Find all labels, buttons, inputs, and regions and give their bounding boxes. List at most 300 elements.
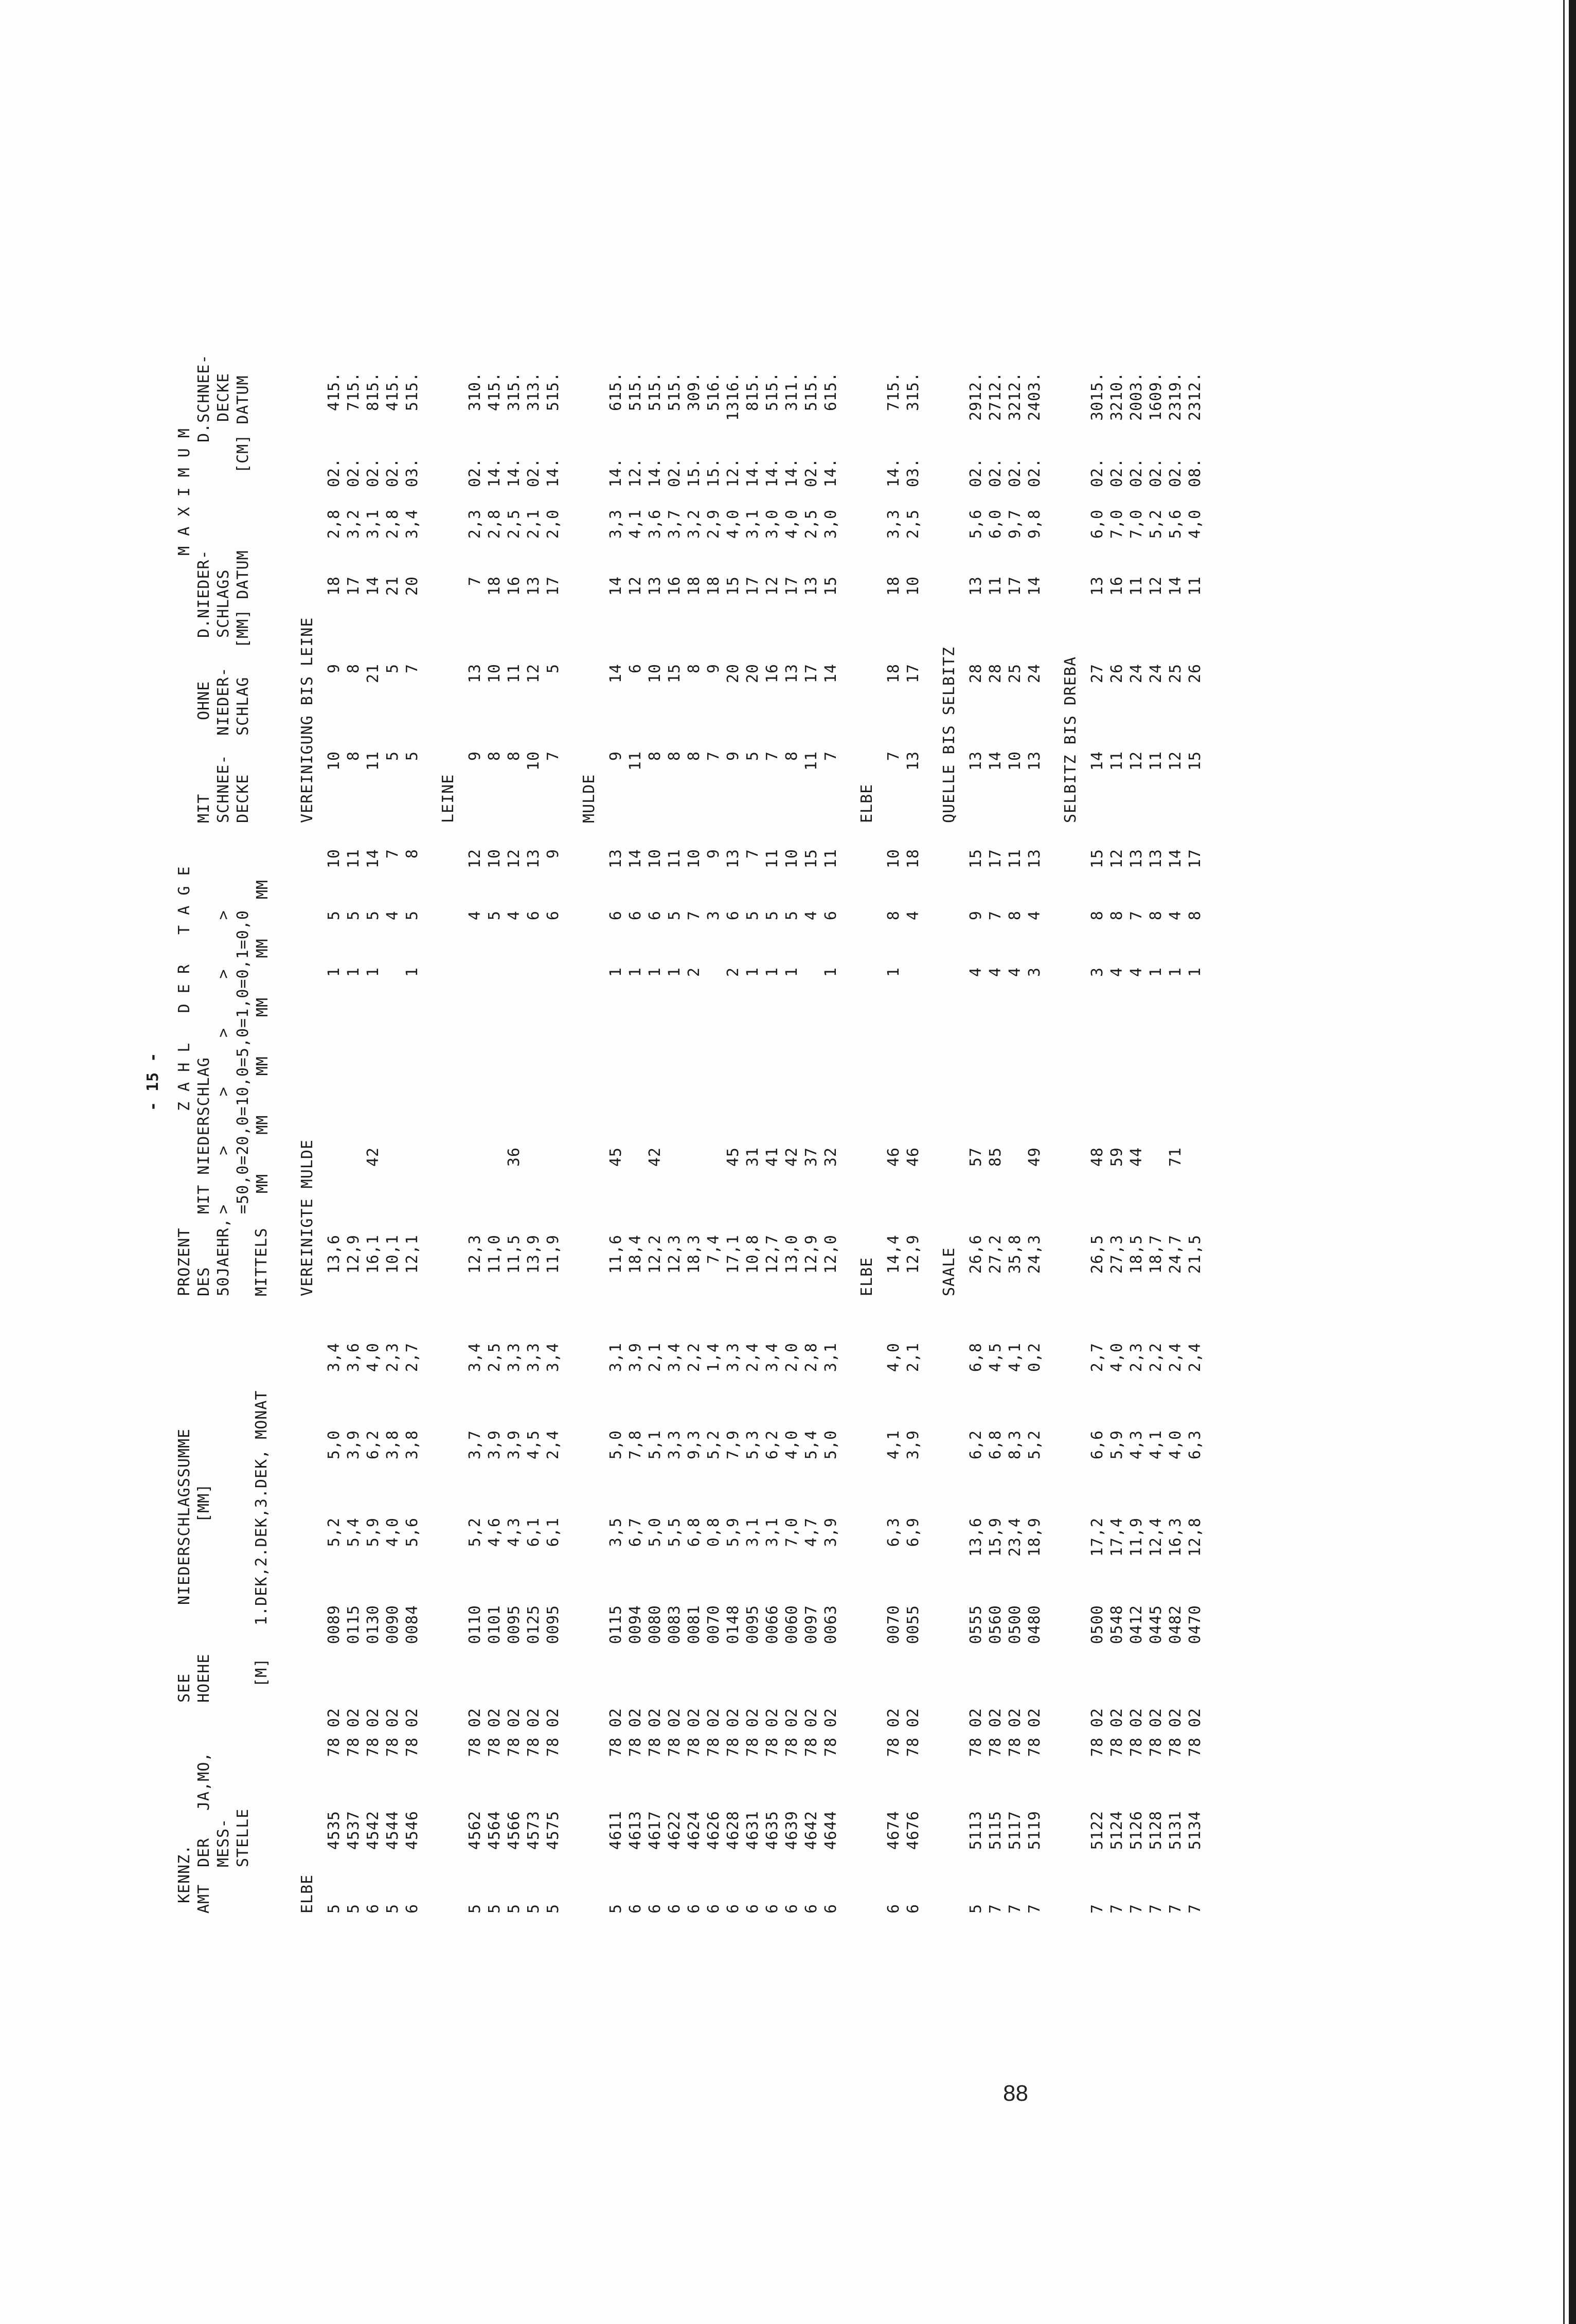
table-cell — [344, 1080, 363, 1147]
table-cell: 10 — [325, 751, 343, 771]
table-cell: 1 — [763, 967, 781, 977]
table-cell: 6 — [724, 910, 742, 921]
table-cell: 2,3 — [1127, 1343, 1145, 1372]
table-cell: 11 — [1186, 576, 1204, 596]
table-cell: 12,3 — [465, 1235, 484, 1274]
table-cell: 2,5 — [485, 1343, 504, 1372]
table-cell: 8 — [665, 751, 684, 761]
table-cell — [524, 1147, 543, 1235]
table-cell: 14 — [986, 751, 1005, 771]
table-cell: 27,2 — [986, 1235, 1005, 1274]
table-cell: 3,1 — [821, 1343, 840, 1372]
table-cell: 5 — [325, 910, 343, 921]
table-cell: 3,6 — [646, 509, 664, 539]
table-cell: 13 — [524, 849, 543, 869]
table-row — [465, 372, 485, 1914]
header-thresholds: =50,0=20,0=10,0=5,0=1,0=0,1=0,0 — [234, 910, 252, 1214]
table-cell: 14 — [1025, 576, 1044, 596]
table-cell: 12 — [505, 849, 523, 869]
table-cell: 13,9 — [524, 1235, 543, 1274]
table-cell: 5 — [403, 751, 421, 761]
table-cell — [504, 967, 524, 1024]
table-cell: 18 — [325, 576, 343, 596]
table-cell: 78 02 — [821, 1708, 840, 1757]
table-cell: 7 — [1006, 1903, 1024, 1914]
table-cell: 6,1 — [524, 1517, 543, 1547]
table-cell: 4,3 — [505, 1517, 523, 1547]
table-cell: 4,1 — [626, 509, 644, 539]
table-cell: 6 — [364, 1903, 382, 1914]
table-cell: 6 — [743, 1903, 762, 1914]
table-cell: 10 — [485, 664, 504, 684]
table-cell: 2,4 — [1186, 1343, 1204, 1372]
table-cell: 3,4 — [403, 509, 421, 539]
table-cell: 02. — [1107, 458, 1126, 488]
table-cell — [625, 1024, 645, 1080]
table-cell — [504, 1080, 524, 1147]
table-cell: 12 — [1166, 751, 1185, 771]
table-cell — [485, 1080, 504, 1147]
table-cell — [543, 1080, 563, 1147]
table-cell — [1146, 1080, 1166, 1147]
table-cell: 3,9 — [626, 1343, 644, 1372]
table-cell: 5,3 — [743, 1430, 762, 1460]
table-row — [684, 372, 704, 1914]
header-decke: DECKE — [234, 774, 252, 823]
table-cell: 13 — [524, 576, 543, 596]
table-cell: 4,7 — [802, 1517, 820, 1547]
table-cell — [363, 1024, 383, 1080]
table-cell: 0055 — [904, 1605, 922, 1644]
table-cell: 35,8 — [1006, 1235, 1024, 1274]
table-cell: 2,8 — [383, 509, 402, 539]
table-cell: 14. — [606, 458, 625, 488]
table-cell: 42 — [364, 1147, 382, 1167]
table-cell: 0095 — [743, 1605, 762, 1644]
table-cell — [762, 1024, 782, 1080]
table-cell: 3 — [465, 401, 484, 412]
table-cell: 15. — [704, 458, 723, 488]
table-cell: 5,6 — [1166, 509, 1185, 539]
table-cell: 13,0 — [782, 1235, 801, 1274]
table-cell: 14. — [646, 458, 664, 488]
table-cell: 3,2 — [344, 509, 363, 539]
table-cell: 8,3 — [1006, 1430, 1024, 1460]
table-cell: 0081 — [685, 1605, 703, 1644]
table-cell: 15 — [802, 849, 820, 869]
table-cell: 4,0 — [782, 1430, 801, 1460]
table-cell: 15. — [325, 371, 343, 401]
table-cell — [903, 967, 923, 1024]
section-label-left: ELBE — [298, 1874, 316, 1914]
table-row — [723, 372, 743, 1914]
table-cell: 6 — [646, 1903, 664, 1914]
table-cell: 13 — [904, 751, 922, 771]
table-cell: 10 — [325, 849, 343, 869]
header-kennz: KENNZ. — [175, 1844, 193, 1903]
table-cell: 7 — [1127, 910, 1145, 921]
table-cell: 2,5 — [802, 509, 820, 539]
table-cell: 78 02 — [606, 1708, 625, 1757]
table-cell: 57 — [966, 1147, 985, 1167]
table-cell: 0101 — [485, 1605, 504, 1644]
table-cell: 12,3 — [665, 1235, 684, 1274]
table-cell: 02. — [344, 458, 363, 488]
table-cell: 5 — [743, 751, 762, 761]
table-cell — [684, 1024, 704, 1080]
table-cell — [1087, 1024, 1107, 1080]
table-cell: 17 — [904, 664, 922, 684]
table-cell: 02. — [1166, 458, 1185, 488]
table-cell: 2,0 — [782, 1343, 801, 1372]
table-cell: 78 02 — [1107, 1708, 1126, 1757]
table-cell: 18 — [884, 664, 903, 684]
table-row — [1146, 372, 1166, 1914]
table-cell: 5,4 — [344, 1517, 363, 1547]
table-cell: 0066 — [763, 1605, 781, 1644]
table-cell — [645, 1024, 665, 1080]
table-cell: 17,2 — [1088, 1517, 1106, 1557]
table-cell: 7 — [544, 751, 562, 761]
table-cell — [324, 1024, 344, 1080]
table-cell: 23 — [1166, 401, 1185, 421]
table-cell: 3,4 — [665, 1343, 684, 1372]
table-cell — [524, 1024, 543, 1080]
table-cell: 78 02 — [1025, 1708, 1044, 1757]
table-cell: 15. — [665, 371, 684, 401]
table-cell: 10 — [904, 576, 922, 596]
table-cell — [1185, 1024, 1205, 1080]
table-cell: 5 — [485, 1903, 504, 1914]
table-cell: 18 — [884, 576, 903, 596]
table-cell: 0148 — [724, 1605, 742, 1644]
table-cell: 15. — [763, 371, 781, 401]
table-cell: 6 — [763, 1903, 781, 1914]
table-cell: 12,9 — [802, 1235, 820, 1274]
table-cell: 7,9 — [724, 1430, 742, 1460]
table-cell: 4537 — [344, 1811, 363, 1850]
table-cell: 5,2 — [704, 1430, 723, 1460]
table-cell — [1185, 1080, 1205, 1147]
table-cell: 9 — [325, 664, 343, 674]
table-cell: 8 — [782, 751, 801, 761]
table-cell — [1146, 1024, 1166, 1080]
table-cell — [884, 1024, 903, 1080]
table-cell: 13 — [966, 576, 985, 596]
table-cell — [465, 1147, 485, 1235]
table-cell: 14. — [782, 458, 801, 488]
table-cell: 78 02 — [665, 1708, 684, 1757]
table-row — [524, 372, 543, 1914]
table-row — [402, 372, 422, 1914]
table-cell: 5 — [966, 1903, 985, 1914]
table-cell: 13 — [465, 664, 484, 684]
table-cell — [665, 1147, 684, 1235]
table-cell: 78 02 — [724, 1708, 742, 1757]
table-cell: 2,4 — [743, 1343, 762, 1372]
table-cell — [645, 1080, 665, 1147]
table-cell: 5 — [325, 1903, 343, 1914]
table-cell: 7 — [1127, 1903, 1145, 1914]
table-cell: 15. — [685, 458, 703, 488]
table-cell: 4 — [485, 401, 504, 412]
section-label-right: ELBE — [858, 783, 876, 823]
table-cell — [524, 967, 543, 1024]
table-cell: 4,5 — [986, 1343, 1005, 1372]
table-cell: 0084 — [403, 1605, 421, 1644]
table-cell: 6,2 — [763, 1430, 781, 1460]
table-cell — [782, 1024, 801, 1080]
table-cell: 16,1 — [364, 1235, 382, 1274]
table-cell: 24 — [1127, 664, 1145, 684]
table-cell: 02. — [325, 458, 343, 488]
table-cell: 15. — [606, 371, 625, 401]
table-cell: 4,1 — [884, 1430, 903, 1460]
table-cell: 3,4 — [763, 1343, 781, 1372]
table-cell: 3 — [704, 910, 723, 921]
header-maximum: M A X I M U M — [175, 428, 193, 556]
table-cell: 5,2 — [325, 1517, 343, 1547]
table-cell: 4,0 — [782, 509, 801, 539]
table-cell: 02. — [524, 458, 543, 488]
table-cell — [1107, 1080, 1126, 1147]
table-row — [625, 372, 645, 1914]
table-cell: 7 — [403, 664, 421, 674]
table-cell: 4 — [1107, 967, 1126, 977]
header-gt: > > > > > > — [214, 910, 232, 1214]
table-cell: 23,4 — [1006, 1517, 1024, 1557]
table-cell: 11 — [344, 849, 363, 869]
table-cell: 5,2 — [1147, 509, 1165, 539]
table-cell: 5 — [383, 664, 402, 674]
header-nsumme: NIEDERSCHLAGSSUMME — [175, 1428, 193, 1605]
table-cell — [1146, 1147, 1166, 1235]
table-cell: 10. — [465, 371, 484, 401]
table-cell: 85 — [986, 1147, 1005, 1167]
table-cell: 20 — [724, 664, 742, 684]
table-cell: 13 — [1025, 849, 1044, 869]
table-cell: 78 02 — [465, 1708, 484, 1757]
table-cell: 11 — [1107, 751, 1126, 771]
header-schlag: SCHLAG — [234, 676, 252, 736]
table-cell: 0110 — [465, 1605, 484, 1644]
table-cell: 24 — [1025, 401, 1044, 421]
table-cell: 7 — [743, 849, 762, 859]
table-cell — [762, 1080, 782, 1147]
table-cell: 1 — [1147, 967, 1165, 977]
table-row — [363, 372, 383, 1914]
table-cell: 6 — [782, 1903, 801, 1914]
table-cell: 4544 — [383, 1811, 402, 1850]
table-cell: 3,7 — [665, 509, 684, 539]
table-cell: 3 — [782, 401, 801, 412]
table-cell: 78 02 — [1147, 1708, 1165, 1757]
header-schlags: SCHLAGS — [214, 569, 232, 638]
table-cell: 42 — [782, 1147, 801, 1167]
table-cell: 9 — [465, 751, 484, 761]
table-row — [1126, 372, 1146, 1914]
table-cell: 6 — [904, 1903, 922, 1914]
table-cell: 0470 — [1186, 1605, 1204, 1644]
table-cell — [543, 1147, 563, 1235]
table-cell — [1005, 1147, 1025, 1235]
table-cell: 24,3 — [1025, 1235, 1044, 1274]
table-cell: 5 — [743, 910, 762, 921]
table-cell: 1 — [884, 967, 903, 977]
table-row — [903, 372, 923, 1914]
section-label-middle: SAALE — [940, 1247, 958, 1296]
header-ohne: OHNE — [195, 681, 213, 720]
table-cell: 1,4 — [704, 1343, 723, 1372]
table-cell: 24 — [1147, 664, 1165, 684]
header-decke2: DECKE — [214, 372, 232, 422]
table-cell: 7,4 — [704, 1235, 723, 1264]
table-cell: 0083 — [665, 1605, 684, 1644]
table-cell: 5 — [403, 401, 421, 412]
table-cell: 71 — [1166, 1147, 1185, 1167]
table-cell: 14. — [884, 458, 903, 488]
table-cell: 5 — [364, 910, 382, 921]
table-cell: 0070 — [704, 1605, 723, 1644]
table-cell — [465, 1024, 485, 1080]
table-cell — [383, 1024, 402, 1080]
table-cell: 78 02 — [1088, 1708, 1106, 1757]
table-cell: 7,0 — [1127, 509, 1145, 539]
table-cell: 5,9 — [1107, 1430, 1126, 1460]
table-cell: 16 — [505, 576, 523, 596]
table-cell — [782, 1080, 801, 1147]
table-row — [344, 372, 363, 1914]
table-cell: 17,1 — [724, 1235, 742, 1274]
table-cell: 6 — [606, 910, 625, 921]
table-cell: 41 — [763, 1147, 781, 1167]
table-cell — [704, 967, 723, 1024]
table-row — [762, 372, 782, 1914]
table-cell: 6,0 — [986, 509, 1005, 539]
table-cell: 6,3 — [884, 1517, 903, 1547]
table-cell: 37 — [802, 1147, 820, 1167]
table-cell: 26 — [1107, 664, 1126, 684]
table-cell: 6 — [665, 1903, 684, 1914]
header-mitniederschlag: MIT NIEDERSCHLAG — [195, 1057, 213, 1214]
table-cell: 4626 — [704, 1811, 723, 1850]
table-cell: 15. — [743, 371, 762, 401]
table-row — [504, 372, 524, 1914]
table-cell: 9 — [606, 751, 625, 761]
table-cell: 4617 — [646, 1811, 664, 1850]
table-cell: 14. — [821, 458, 840, 488]
table-cell — [1126, 1080, 1146, 1147]
table-cell: 4575 — [544, 1811, 562, 1850]
table-cell: 32 — [1107, 401, 1126, 421]
table-cell: 8 — [1088, 910, 1106, 921]
table-cell: 5,0 — [821, 1430, 840, 1460]
table-cell: 8 — [344, 664, 363, 674]
table-cell: 78 02 — [646, 1708, 664, 1757]
header-dnieder: D.NIEDER- — [195, 549, 213, 638]
table-cell: 4,1 — [1006, 1343, 1024, 1372]
table-cell: 5,0 — [606, 1430, 625, 1460]
table-cell: 4562 — [465, 1811, 484, 1850]
table-cell: 14. — [743, 458, 762, 488]
table-cell: 6,7 — [626, 1517, 644, 1547]
table-cell: 7 — [986, 1903, 1005, 1914]
table-cell: 09. — [1147, 371, 1165, 401]
table-cell: 7 — [1166, 1903, 1185, 1914]
table-cell: 5 — [782, 910, 801, 921]
table-cell: 13,6 — [325, 1235, 343, 1274]
table-cell: 4,3 — [1127, 1430, 1145, 1460]
table-cell: 16 — [1147, 401, 1165, 421]
table-cell — [543, 967, 563, 1024]
table-cell: 3 — [1025, 967, 1044, 977]
table-cell: 11 — [763, 849, 781, 869]
table-cell: 8 — [884, 910, 903, 921]
table-cell: 14 — [606, 664, 625, 684]
table-cell: 78 02 — [782, 1708, 801, 1757]
table-cell: 4,0 — [724, 509, 742, 539]
table-cell: 8 — [364, 401, 382, 412]
table-cell: 4 — [966, 967, 985, 977]
table-cell: 0063 — [821, 1605, 840, 1644]
table-cell: 10 — [782, 849, 801, 869]
table-cell: 0070 — [884, 1605, 903, 1644]
table-cell: 17 — [782, 576, 801, 596]
table-cell: 10 — [524, 751, 543, 771]
table-cell: 18,5 — [1127, 1235, 1145, 1274]
table-cell: 0090 — [383, 1605, 402, 1644]
table-cell: 10 — [646, 849, 664, 869]
table-cell: 7 — [685, 910, 703, 921]
table-cell: 5 — [344, 910, 363, 921]
table-cell: 78 02 — [485, 1708, 504, 1757]
table-cell: 5126 — [1127, 1811, 1145, 1850]
table-cell: 27,3 — [1107, 1235, 1126, 1274]
table-cell — [383, 1147, 402, 1235]
table-cell: 5 — [646, 401, 664, 412]
table-row — [1087, 372, 1107, 1914]
table-cell: 1 — [743, 967, 762, 977]
table-cell: 11,9 — [544, 1235, 562, 1274]
table-cell: 6 — [802, 1903, 820, 1914]
table-cell: 6 — [821, 1903, 840, 1914]
table-cell: 0555 — [966, 1605, 985, 1644]
table-cell — [986, 1080, 1005, 1147]
table-cell: 4644 — [821, 1811, 840, 1850]
table-cell — [966, 1024, 986, 1080]
table-cell: 14,4 — [884, 1235, 903, 1274]
table-cell: 21 — [383, 576, 402, 596]
table-cell: 13 — [724, 849, 742, 869]
table-cell: 17 — [743, 576, 762, 596]
table-cell: 3,3 — [606, 509, 625, 539]
table-cell: 24 — [1025, 664, 1044, 684]
table-cell: 9 — [704, 664, 723, 674]
table-cell: 4635 — [763, 1811, 781, 1850]
table-cell: 48 — [1088, 1147, 1106, 1167]
table-cell: 3,9 — [485, 1430, 504, 1460]
header-hoehe: HOEHE — [195, 1653, 213, 1703]
table-cell: 8 — [685, 664, 703, 674]
table-cell: 5 — [505, 1903, 523, 1914]
table-cell: 12. — [1006, 371, 1024, 401]
table-cell: 5,0 — [646, 1517, 664, 1547]
table-cell: 7 — [344, 401, 363, 412]
table-cell: 14 — [364, 576, 382, 596]
section-label-right: VEREINIGUNG BIS LEINE — [298, 617, 316, 823]
table-cell: 78 02 — [685, 1708, 703, 1757]
table-cell: 18,3 — [685, 1235, 703, 1274]
